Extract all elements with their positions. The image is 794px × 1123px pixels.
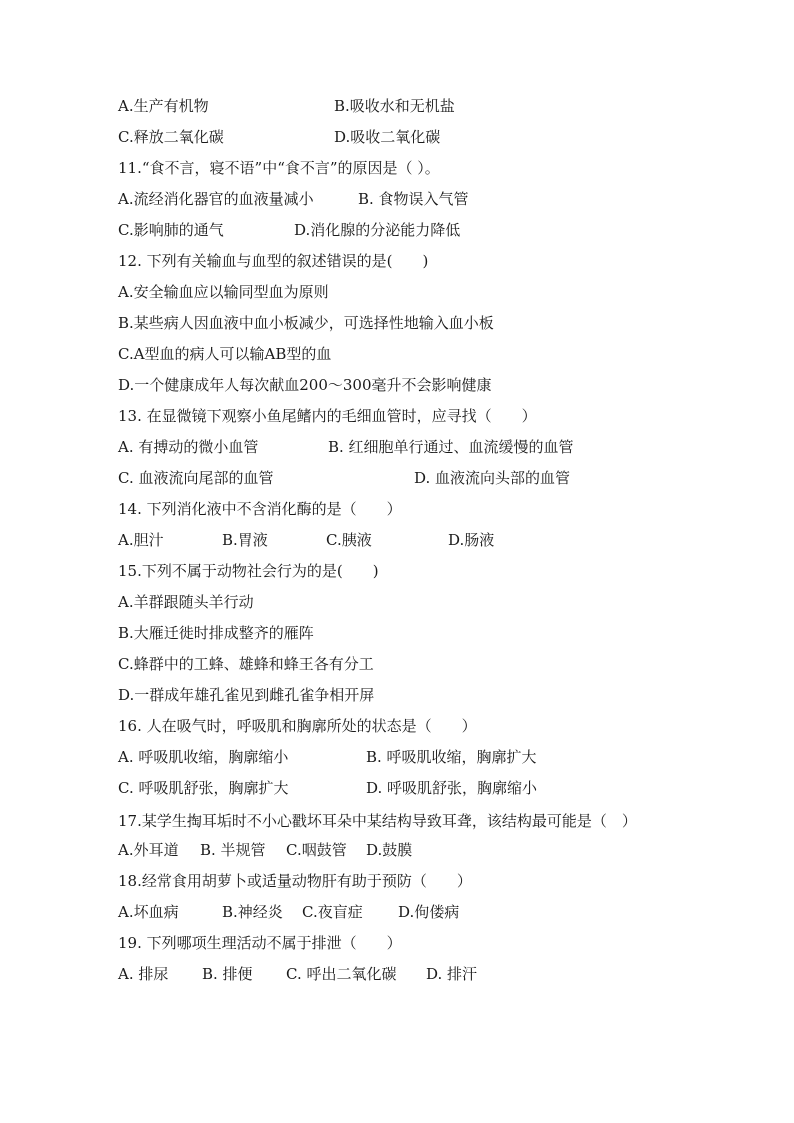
q18-option-d: D.佝偻病 bbox=[398, 903, 460, 921]
q18-options-row bbox=[118, 901, 688, 932]
q15-stem: 15.下列不属于动物社会行为的是( ) bbox=[118, 562, 379, 580]
q11-option-c: C.影响肺的通气 bbox=[118, 221, 224, 239]
q14-stem: 14. 下列消化液中不含消化酶的是（ ） bbox=[118, 500, 402, 518]
q10-options-row-1 bbox=[118, 95, 688, 126]
q13-option-b: B. 红细胞单行通过、血流缓慢的血管 bbox=[328, 438, 574, 456]
q14-options-row bbox=[118, 529, 688, 560]
q16-option-a: A. 呼吸肌收缩，胸廓缩小 bbox=[118, 748, 289, 766]
q19-options-row bbox=[118, 963, 688, 994]
q11-option-d: D.消化腺的分泌能力降低 bbox=[294, 221, 461, 239]
q13-options-row-2 bbox=[118, 467, 688, 498]
q17-option-b: B. 半规管 bbox=[200, 841, 266, 859]
q15-option-b: B.大雁迁徙时排成整齐的雁阵 bbox=[118, 624, 314, 642]
q13-option-c: C. 血液流向尾部的血管 bbox=[118, 469, 274, 487]
q14-option-b: B.胃液 bbox=[222, 531, 268, 549]
q14-option-d: D.肠液 bbox=[448, 531, 495, 549]
q17-option-d: D.鼓膜 bbox=[366, 841, 413, 859]
q15-option-d: D.一群成年雄孔雀见到雌孔雀争相开屏 bbox=[118, 686, 375, 704]
q10-option-c: C.释放二氧化碳 bbox=[118, 128, 224, 146]
q16-option-b: B. 呼吸肌收缩，胸廓扩大 bbox=[366, 748, 537, 766]
q11-option-a: A.流经消化器官的血液量减小 bbox=[118, 190, 314, 208]
q13-option-d: D. 血液流向头部的血管 bbox=[414, 469, 571, 487]
q10-option-d: D.吸收二氧化碳 bbox=[334, 128, 441, 146]
q11-option-b: B. 食物误入气管 bbox=[358, 190, 469, 208]
q11-options-row-1 bbox=[118, 188, 688, 219]
q13-stem: 13. 在显微镜下观察小鱼尾鳍内的毛细血管时，应寻找（ ） bbox=[118, 407, 537, 425]
q10-option-a: A.生产有机物 bbox=[118, 97, 209, 115]
q12-option-a: A.安全输血应以输同型血为原则 bbox=[118, 283, 329, 301]
q18-stem: 18.经常食用胡萝卜或适量动物肝有助于预防（ ） bbox=[118, 872, 472, 890]
q16-options-row-1 bbox=[118, 746, 688, 777]
q13-options-row-1 bbox=[118, 436, 688, 467]
q16-options-row-2 bbox=[118, 777, 688, 808]
q13-option-a: A. 有搏动的微小血管 bbox=[118, 438, 259, 456]
q19-stem: 19. 下列哪项生理活动不属于排泄（ ） bbox=[118, 934, 402, 952]
q12-option-d: D.一个健康成年人每次献血200～300毫升不会影响健康 bbox=[118, 376, 492, 394]
q12-option-c: C.A型血的病人可以输AB型的血 bbox=[118, 345, 332, 363]
q15-option-a: A.羊群跟随头羊行动 bbox=[118, 593, 254, 611]
q16-option-c: C. 呼吸肌舒张，胸廓扩大 bbox=[118, 779, 289, 797]
q19-option-b: B. 排便 bbox=[202, 965, 253, 983]
q17-stem: 17.某学生掏耳垢时不小心戳坏耳朵中某结构导致耳聋，该结构最可能是（ ） bbox=[118, 812, 637, 830]
q14-option-c: C.胰液 bbox=[326, 531, 372, 549]
q19-option-a: A. 排尿 bbox=[118, 965, 169, 983]
q17-option-a: A.外耳道 bbox=[118, 841, 179, 859]
question-list bbox=[118, 95, 688, 994]
q18-option-c: C.夜盲症 bbox=[302, 903, 363, 921]
q16-option-d: D. 呼吸肌舒张，胸廓缩小 bbox=[366, 779, 538, 797]
q16-stem: 16. 人在吸气时，呼吸肌和胸廓所处的状态是（ ） bbox=[118, 717, 477, 735]
q12-stem: 12. 下列有关输血与血型的叙述错误的是( ) bbox=[118, 252, 429, 270]
q18-option-b: B.神经炎 bbox=[222, 903, 283, 921]
q11-stem: 11.“食不言，寝不语”中“食不言”的原因是（ ）。 bbox=[118, 159, 440, 177]
q12-option-b: B.某些病人因血液中血小板减少，可选择性地输入血小板 bbox=[118, 314, 494, 332]
q19-option-c: C. 呼出二氧化碳 bbox=[286, 965, 397, 983]
q11-options-row-2 bbox=[118, 219, 688, 250]
q19-option-d: D. 排汗 bbox=[426, 965, 478, 983]
q14-option-a: A.胆汁 bbox=[118, 531, 164, 549]
q15-option-c: C.蜂群中的工蜂、雄蜂和蜂王各有分工 bbox=[118, 655, 374, 673]
q18-option-a: A.坏血病 bbox=[118, 903, 179, 921]
q17-option-c: C.咽鼓管 bbox=[286, 841, 347, 859]
q17-options-row bbox=[118, 839, 688, 870]
q10-option-b: B.吸收水和无机盐 bbox=[334, 97, 455, 115]
q10-options-row-2 bbox=[118, 126, 688, 157]
